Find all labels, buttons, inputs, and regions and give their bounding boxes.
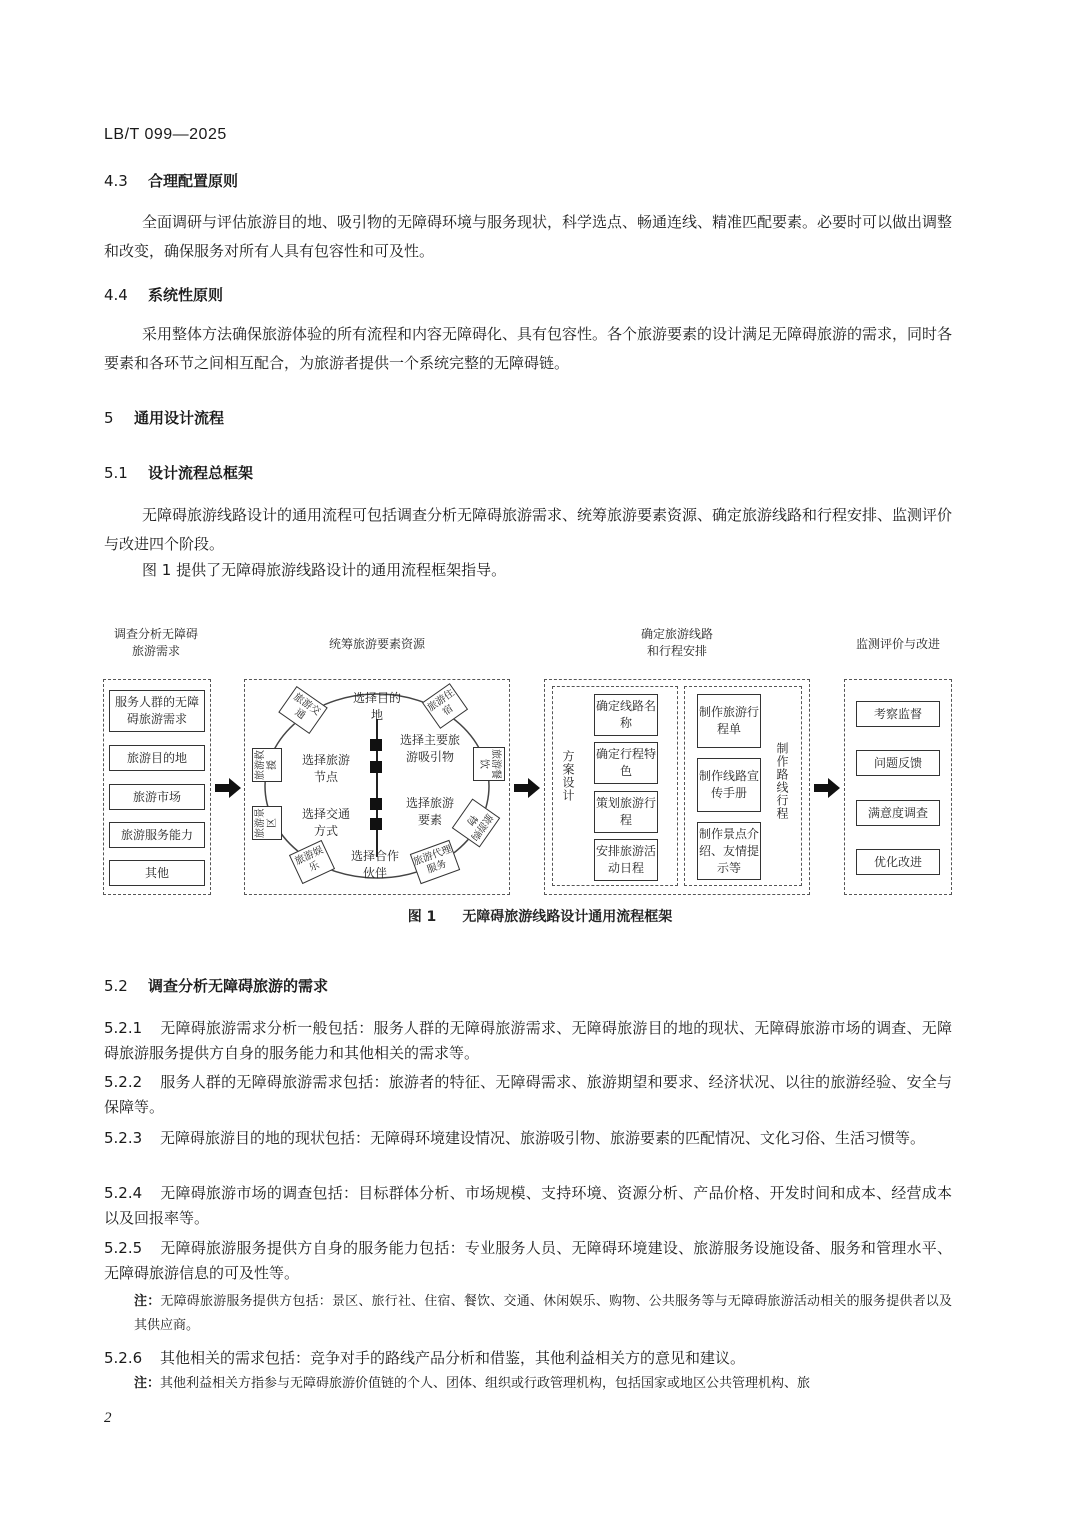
arrow-right-icon — [514, 778, 540, 798]
note-1: 注：无障碍旅游服务提供方包括：景区、旅行社、住宿、餐饮、交通、休闲娱乐、购物、公共服务等与无障碍旅游活动相关的服务提供者以及其供应商。 — [134, 1294, 952, 1333]
figure-caption-number: 图 1 — [407, 909, 437, 925]
section-number: 5 — [104, 409, 114, 427]
col3-right-item: 制作线路宣传手册 — [697, 758, 761, 812]
col1-item: 旅游目的地 — [109, 745, 205, 771]
col1-title: 调查分析无障碍 旅游需求 — [113, 627, 198, 658]
clause-5-2-4: 5.2.4 无障碍旅游市场的调查包括：目标群体分析、市场规模、支持环境、资源分析、产品价格、开发时间和成本、经营成本以及回报率等。 — [104, 1184, 952, 1227]
col3-left-item: 策划旅游行程 — [594, 791, 658, 833]
section-4-4-paragraph: 采用整体方法确保旅游体验的所有流程和内容无障碍化、具有包容性。各个旅游要素的设计满足无障碍旅游的需求，同时各要素和各环节之间相互配合，为旅游者提供一个系统完整的无障碍链。 — [104, 325, 953, 372]
clause-5-2-6: 5.2.6 其他相关的需求包括：竞争对手的路线产品分析和借鉴，其他利益相关方的意见和建议。 — [104, 1349, 746, 1367]
figure-caption — [0, 906, 1080, 926]
tag-accommodation: 旅游住宿 — [422, 683, 468, 729]
col4-item: 优化改进 — [856, 849, 940, 875]
figure-caption-text: 无障碍旅游线路设计通用流程框架 — [462, 909, 673, 925]
section-title: 调查分析无障碍旅游的需求 — [148, 977, 329, 995]
col3-title: 确定旅游线路 和行程安排 — [640, 627, 713, 658]
clause-5-2-5: 5.2.5 无障碍旅游服务提供方自身的服务能力包括：专业服务人员、无障碍环境建设、旅游服务设施设备、服务和管理水平、无障碍旅游信息的可及性等。 — [104, 1239, 952, 1282]
section-title: 合理配置原则 — [148, 172, 239, 190]
section-5-2-heading — [104, 975, 328, 996]
col4-item: 考察监督 — [856, 701, 940, 727]
ring-label-attraction: 选择主要旅游吸引物 — [400, 733, 461, 764]
section-4-3-heading — [104, 170, 238, 191]
tag-transport: 旅游交通 — [278, 686, 327, 734]
col2-title: 统筹旅游要素资源 — [328, 637, 425, 651]
section-title: 通用设计流程 — [134, 409, 225, 427]
col3-right-item: 制作旅游行程单 — [697, 694, 761, 748]
ring-label-partner: 选择合作伙伴 — [350, 849, 399, 880]
col4-title: 监测评价与改进 — [855, 637, 940, 651]
section-number: 5.1 — [104, 464, 128, 482]
col3-right-item: 制作景点介绍、友情提示等 — [697, 822, 761, 880]
page-number: 2 — [104, 1410, 112, 1426]
col3-left-item: 确定行程特色 — [594, 742, 658, 784]
col3-left-item: 确定线路名称 — [594, 694, 658, 736]
clause-5-2-1: 5.2.1 无障碍旅游需求分析一般包括：服务人群的无障碍旅游需求、无障碍旅游目的地的现状、无障碍旅游市场的调查、无障碍旅游服务提供方自身的服务能力和其他相关的需求等。 — [104, 1019, 952, 1062]
col4-item: 满意度调查 — [856, 800, 940, 826]
ring-label-transport: 选择交通方式 — [301, 807, 350, 838]
section-5-1-heading — [104, 462, 253, 483]
note-2: 注：其他利益相关方指参与无障碍旅游价值链的个人、团体、组织或行政管理机构，包括国家或地区公共管理机构、旅 — [134, 1376, 811, 1391]
col4-item: 问题反馈 — [856, 750, 940, 776]
ring-label-node: 选择旅游节点 — [301, 753, 350, 784]
arrow-right-icon — [814, 778, 840, 798]
arrow-right-icon — [215, 778, 241, 798]
tag-rescue: 旅游救援 — [252, 748, 282, 782]
tag-scenic: 旅游景区 — [252, 806, 282, 840]
standard-id: LB/T 099—2025 — [104, 126, 227, 143]
col1-item: 服务人群的无障碍旅游需求 — [109, 690, 205, 732]
clause-5-2-2: 5.2.2 服务人群的无障碍旅游需求包括：旅游者的特征、无障碍需求、旅游期望和要求、经济状况、以往的旅游经验、安全与保障等。 — [104, 1073, 952, 1116]
tag-agency: 旅游代理服务 — [410, 840, 460, 884]
scheme-design-label: 方案设计 — [561, 750, 575, 802]
ring-label-destination: 选择目的地 — [352, 691, 401, 722]
route-itinerary-label: 制作路线行程 — [775, 742, 789, 820]
section-number: 5.2 — [104, 977, 128, 995]
clause-5-2-3: 5.2.3 无障碍旅游目的地的现状包括：无障碍环境建设情况、旅游吸引物、旅游要素的匹配情况、文化习俗、生活习惯等。 — [104, 1129, 926, 1147]
section-title: 系统性原则 — [148, 286, 224, 304]
section-number: 4.3 — [104, 172, 128, 190]
col1-item: 其他 — [109, 860, 205, 886]
tag-shopping: 旅游购物 — [452, 799, 500, 848]
section-5-1-paragraph-1: 无障碍旅游线路设计的通用流程可包括调查分析无障碍旅游需求、统筹旅游要素资源、确定旅游线路和行程安排、监测评价与改进四个阶段。 — [104, 506, 953, 553]
section-5-heading — [104, 407, 224, 428]
col3-left-item: 安排旅游活动日程 — [594, 839, 658, 881]
section-number: 4.4 — [104, 286, 128, 304]
col1-item: 旅游市场 — [109, 784, 205, 810]
ring-label-elements: 选择旅游要素 — [405, 796, 454, 827]
section-4-3-paragraph: 全面调研与评估旅游目的地、吸引物的无障碍环境与服务现状，科学选点、畅通连线、精准匹配要素。必要时可以做出调整和改变，确保服务对所有人具有包容性和可及性。 — [104, 213, 953, 260]
tag-entertainment: 旅游娱乐 — [289, 840, 335, 884]
section-title: 设计流程总框架 — [148, 464, 254, 482]
col1-item: 旅游服务能力 — [109, 822, 205, 848]
section-4-4-heading — [104, 284, 223, 305]
section-5-1-paragraph-2: 图 1 提供了无障碍旅游线路设计的通用流程框架指导。 — [142, 561, 507, 579]
tag-catering: 旅游餐饮 — [473, 747, 505, 781]
